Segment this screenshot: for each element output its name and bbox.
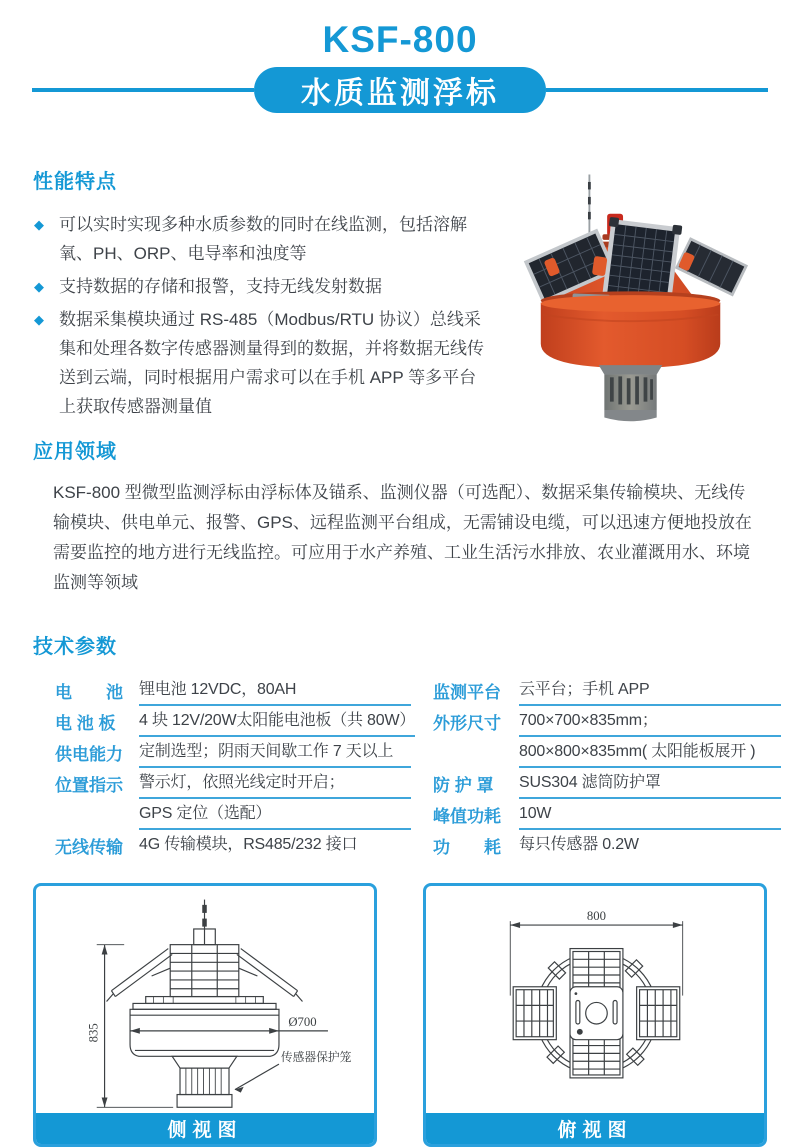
- spec-label: 位置指示: [55, 776, 123, 795]
- spec-value: 700×700×835mm；: [519, 706, 781, 737]
- feature-text: 数据采集模块通过 RS-485（Modbus/RTU 协议）总线采集和处理各数字传感器测量得到的数据，并将数据无线传送到云端，同时根据用户需求可以在手机 APP 等多平台上获取传感器测量值: [59, 310, 484, 416]
- table-row: [33, 675, 411, 706]
- spec-value: 10W: [519, 799, 781, 830]
- feature-item: [33, 305, 488, 421]
- side-height-dimension: 835: [86, 1022, 101, 1042]
- spec-table: [33, 675, 767, 861]
- spec-label: 无线传输: [55, 838, 123, 857]
- features-list: [33, 210, 488, 421]
- table-row: [425, 706, 781, 737]
- feature-text: 可以实时实现多种水质参数的同时在线监测，包括溶解氧、PH、ORP、电导率和浊度等: [59, 215, 467, 263]
- spec-value: 云平台；手机 APP: [519, 675, 781, 706]
- title-banner-row: [0, 67, 800, 113]
- side-view-caption: 侧视图: [36, 1113, 374, 1144]
- spec-table-right: [425, 675, 781, 861]
- spec-label: 监测平台: [433, 683, 501, 702]
- application-section: [33, 435, 767, 598]
- spec-label: 电 池 板: [55, 714, 116, 733]
- top-view-drawing-area: [426, 886, 764, 1113]
- side-diameter-dimension: Ø700: [288, 1014, 317, 1029]
- side-view-drawing-area: [36, 886, 374, 1113]
- table-row: [33, 706, 416, 737]
- spec-label: 电 池: [55, 683, 123, 702]
- spec-value: 锂电池 12VDC，80AH: [139, 675, 411, 706]
- banner-rule-right: [546, 88, 768, 92]
- spec-value: SUS304 滤筒防护罩: [519, 768, 781, 799]
- top-view-box: [423, 883, 767, 1147]
- side-view-box: [33, 883, 377, 1147]
- header: [0, 0, 800, 113]
- spec-value: 定制选型；阴雨天间歇工作 7 天以上: [139, 737, 411, 768]
- spec-value: 4G 传输模块，RS485/232 接口: [139, 836, 358, 853]
- content: [0, 165, 800, 1147]
- page-title: KSF-800: [322, 19, 478, 60]
- spec-value: 每只传感器 0.2W: [519, 836, 639, 853]
- feature-text: 支持数据的存储和报警，支持无线发射数据: [59, 277, 382, 296]
- banner-rule-left: [32, 88, 254, 92]
- specs-section: [33, 630, 767, 861]
- diamond-bullet-icon: ◆: [34, 279, 44, 294]
- spec-label: 供电能力: [55, 745, 123, 764]
- table-row: [425, 768, 781, 799]
- product-photo-column: [488, 165, 788, 425]
- table-row: [425, 675, 781, 706]
- table-row: [33, 737, 411, 768]
- table-row: [33, 799, 411, 830]
- table-row: [425, 799, 781, 830]
- product-title-banner: 水质监测浮标: [254, 67, 546, 113]
- feature-item: [33, 272, 488, 301]
- diamond-bullet-icon: ◆: [34, 217, 44, 232]
- spec-label: 防 护 罩: [433, 776, 494, 795]
- buoy-product-photo: [488, 167, 788, 425]
- spec-value: 警示灯，依照光线定时开启；: [139, 768, 411, 799]
- table-row: [425, 737, 781, 768]
- feature-item: [33, 210, 488, 268]
- spec-label: 峰值功耗: [433, 807, 501, 826]
- spec-value: 4 块 12V/20W太阳能电池板（共 80W）: [139, 706, 415, 737]
- features-heading: 性能特点: [33, 171, 117, 193]
- drawings-section: [33, 883, 767, 1147]
- top-width-dimension: 800: [586, 908, 607, 923]
- spec-label: 外形尺寸: [433, 714, 501, 733]
- application-heading: 应用领域: [33, 441, 117, 463]
- spec-table-left: [33, 675, 416, 861]
- sensor-cage-label: 传感器保护笼: [280, 1050, 352, 1064]
- top-view-drawing: [426, 887, 764, 1113]
- application-text: KSF-800 型微型监测浮标由浮标体及锚系、监测仪器（可选配）、数据采集传输模块、无线传输模块、供电单元、报警、GPS、远程监测平台组成，无需铺设电缆，可以迅速方便地投放在需要监控的地方进行无线监控。可应用于水产养殖、工业生活污水排放、农业灌溉用水、环境监测等领域: [53, 483, 752, 592]
- table-row: [33, 830, 411, 861]
- features-column: [33, 165, 488, 425]
- features-section: [33, 165, 767, 425]
- specs-heading: 技术参数: [33, 636, 117, 658]
- spec-value: GPS 定位（选配）: [139, 799, 411, 830]
- top-view-caption: 俯视图: [426, 1113, 764, 1144]
- spec-value: 800×800×835mm( 太阳能板展开 ): [519, 737, 781, 768]
- spec-label: 功 耗: [433, 838, 501, 857]
- diamond-bullet-icon: ◆: [34, 312, 44, 327]
- table-row: [33, 768, 411, 799]
- side-view-drawing: [36, 887, 374, 1113]
- table-row: [425, 830, 781, 861]
